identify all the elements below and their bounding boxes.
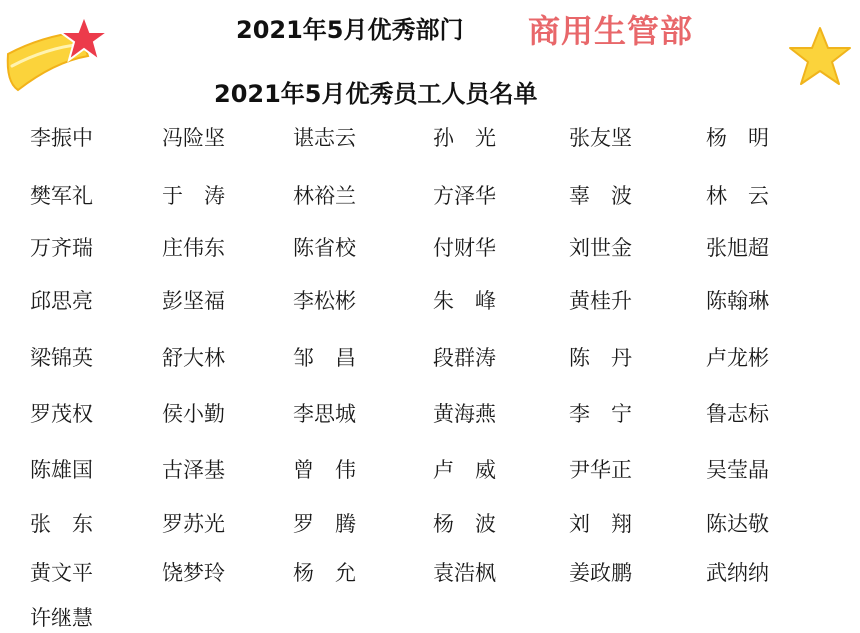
employee-name: 朱 峰 — [433, 289, 496, 313]
employee-name: 杨 波 — [433, 512, 496, 536]
employee-name: 舒大林 — [162, 346, 225, 370]
employee-name: 武纳纳 — [706, 561, 769, 585]
employee-name: 卢 威 — [433, 458, 496, 482]
employee-name: 付财华 — [433, 236, 496, 260]
employee-name: 李松彬 — [293, 289, 356, 313]
employee-name: 樊军礼 — [30, 184, 93, 208]
employee-name: 邱思亮 — [30, 289, 93, 313]
employee-name: 李思城 — [293, 402, 356, 426]
employee-name: 饶梦玲 — [162, 561, 225, 585]
employee-name: 姜政鹏 — [569, 561, 632, 585]
employee-name: 古泽基 — [162, 458, 225, 482]
employee-name: 邹 昌 — [293, 346, 356, 370]
shooting-star-icon — [2, 8, 122, 98]
employee-name: 罗苏光 — [162, 512, 225, 536]
employee-name: 罗 腾 — [293, 512, 356, 536]
employee-name: 庄伟东 — [162, 236, 225, 260]
employee-name: 陈达敬 — [706, 512, 769, 536]
employee-name: 刘世金 — [569, 236, 632, 260]
employee-name: 冯险坚 — [162, 126, 225, 150]
employee-name: 许继慧 — [30, 606, 93, 630]
star-icon — [788, 26, 852, 88]
employee-name: 孙 光 — [433, 126, 496, 150]
employee-name: 梁锦英 — [30, 346, 93, 370]
employee-name: 侯小勤 — [162, 402, 225, 426]
employee-name: 卢龙彬 — [706, 346, 769, 370]
employee-name: 谌志云 — [293, 126, 356, 150]
department-name: 商用生管部 — [528, 12, 694, 50]
employee-name: 张友坚 — [569, 126, 632, 150]
employee-name: 尹华正 — [569, 458, 632, 482]
employee-name: 罗茂权 — [30, 402, 93, 426]
page-title-department: 2021年5月优秀部门 — [236, 16, 464, 44]
employee-name: 陈 丹 — [569, 346, 632, 370]
employee-name: 杨 允 — [293, 561, 356, 585]
employee-name: 彭坚福 — [162, 289, 225, 313]
employee-name: 辜 波 — [569, 184, 632, 208]
employee-name: 陈翰琳 — [706, 289, 769, 313]
employee-name: 黄桂升 — [569, 289, 632, 313]
employee-name: 张 东 — [30, 512, 93, 536]
employee-name: 杨 明 — [706, 126, 769, 150]
employee-name: 鲁志标 — [706, 402, 769, 426]
employee-name: 林裕兰 — [293, 184, 356, 208]
employee-name: 万齐瑞 — [30, 236, 93, 260]
employee-name: 曾 伟 — [293, 458, 356, 482]
employee-name: 刘 翔 — [569, 512, 632, 536]
employee-name: 黄文平 — [30, 561, 93, 585]
employee-name: 张旭超 — [706, 236, 769, 260]
employee-name: 吴莹晶 — [706, 458, 769, 482]
employee-name: 李振中 — [30, 126, 93, 150]
employee-name: 袁浩枫 — [433, 561, 496, 585]
employee-name: 方泽华 — [433, 184, 496, 208]
employee-name: 于 涛 — [162, 184, 225, 208]
page-title-employees: 2021年5月优秀员工人员名单 — [214, 80, 538, 108]
employee-name: 段群涛 — [433, 346, 496, 370]
employee-name: 林 云 — [706, 184, 769, 208]
employee-name: 李 宁 — [569, 402, 632, 426]
employee-name: 黄海燕 — [433, 402, 496, 426]
employee-name: 陈雄国 — [30, 458, 93, 482]
employee-name: 陈省校 — [293, 236, 356, 260]
